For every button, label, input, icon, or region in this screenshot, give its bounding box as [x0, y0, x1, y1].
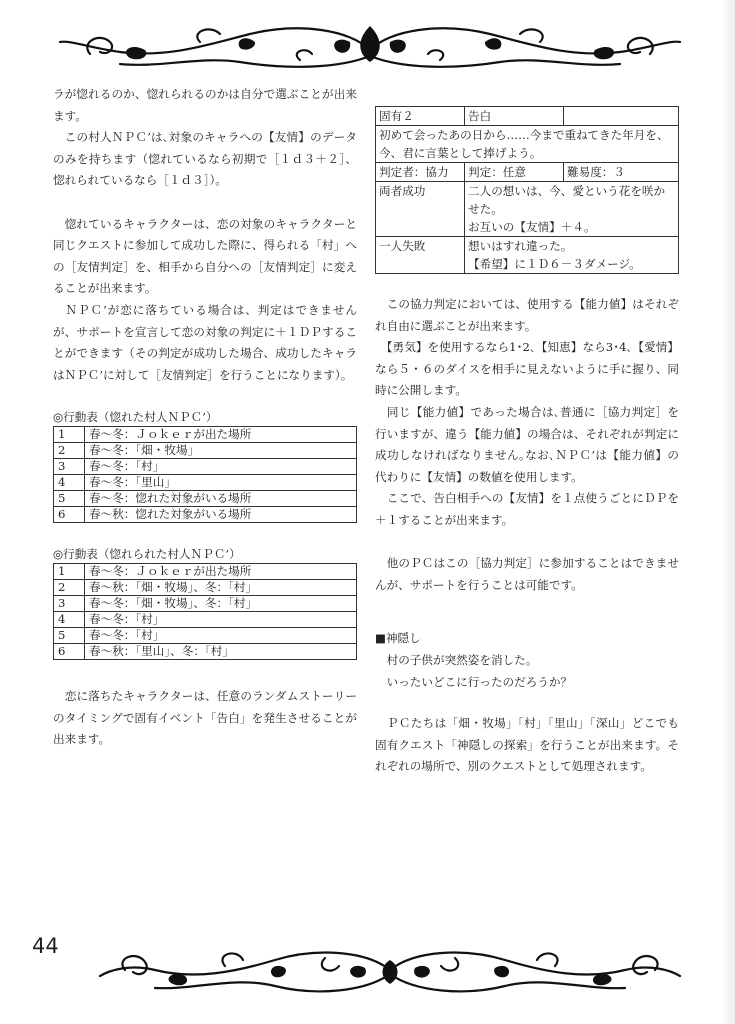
table-row: 4 春〜冬：｢里山｣ [54, 474, 357, 490]
action-table-2-title: ◎行動表（惚れられた村人ＮＰＣ’） [53, 546, 241, 561]
event-judge: 判定：任意 [465, 163, 564, 182]
left-paragraph-3: 惚れているキャラクターは、恋の対象のキャラクターと同じクエストに参加して成功した際に、得られる「村」への［友情判定］を、相手から自分への［友情判定］に変えることが出来ます。 [53, 216, 357, 296]
left-paragraph-5: 恋に落ちたキャラクターは、任意のランダムストーリーのタイミングで固有イベント「告白」を発生させることが出来ます。 [53, 688, 357, 747]
right-paragraph-6: ＰＣたちは「畑・牧場」「村」「里山」「深山」どこでも固有クエスト「神隠しの探索」を行うことが出来ます。それぞれの場所で、別のクエストとして処理されます。 [375, 716, 679, 774]
right-paragraph-5: 他のＰＣはこの［協力判定］に参加することはできませんが、サポートを行うことは可能です。 [375, 556, 679, 592]
action-table-1 [53, 426, 357, 523]
table-row: 4 春〜冬：｢村｣ [54, 611, 357, 627]
event-success-text: 二人の想いは、今、愛という花を咲かせた。 お互いの【友情】＋４。 [465, 182, 679, 237]
section-flavor-2: いったいどこに行ったのだろうか？ [375, 674, 573, 689]
table-row: 2 春〜秋：｢畑・牧場｣、冬：｢村｣ [54, 579, 357, 595]
event-fail-text: 想いはすれ違った。 【希望】に１Ｄ６－３ダメージ。 [465, 237, 679, 274]
section-title: ■神隠し [375, 631, 421, 646]
table-row: 6 春〜秋：｢里山｣、冬：｢村｣ [54, 643, 357, 659]
event-difficulty: 難易度：３ [564, 163, 679, 182]
action-table-2 [53, 563, 357, 660]
page-edge-shadow [721, 0, 735, 1024]
event-id: 固有２ [376, 107, 465, 126]
table-row: 3 春〜冬：｢畑・牧場｣、冬：｢村｣ [54, 595, 357, 611]
page-number: 44 [32, 934, 59, 958]
left-paragraph-2: この村人ＮＰＣ’は､対象のキャラへの【友情】のデータのみを持ちます（惚れているなら初期で［１ｄ３＋２］、惚れられているなら［１ｄ３］）。 [53, 130, 357, 188]
bottom-ornament [95, 940, 685, 1000]
left-paragraph-4: ＮＰＣ’が恋に落ちている場合は、判定はできませんが、サポートを宣言して恋の対象の判定に＋１ＤＰすることができます（その判定が成功した場合、成功したキャラはＮＰＣ’に対して［友情判定］を行うことになります）。 [53, 302, 357, 382]
event-table [375, 106, 679, 274]
table-row: 3 春〜冬：｢村｣ [54, 458, 357, 474]
top-ornament [50, 12, 690, 74]
right-paragraph-2: 【勇気】を使用するなら1･2､【知恵】なら3･4､【愛情】なら５・６のダイスを相手に見えないように手に握り、同時に公開します。 [375, 340, 679, 398]
event-fail-label: 一人失敗 [376, 237, 465, 274]
event-flavor: 初めて会ったあの日から……今まで重ねてきた年月を、今、君に言葉として捧げよう。 [376, 126, 679, 163]
table-row: 2 春〜冬：｢畑・牧場｣ [54, 442, 357, 458]
right-paragraph-4: ここで、告白相手への【友情】を１点使うごとにＤＰを＋１することが出来ます。 [375, 491, 679, 527]
right-paragraph-3: 同じ【能力値】であった場合は､普通に［協力判定］を行いますが、違う【能力値】の場合は、それぞれが判定に成功しなければなりません｡なお､ＮＰＣ’は【能力値】の代わりに【友情】の数値を使用します。 [375, 404, 679, 484]
action-table-1-title: ◎行動表（惚れた村人ＮＰＣ’） [53, 409, 218, 424]
event-judge-by: 判定者：協力 [376, 163, 465, 182]
table-row: 1 春〜冬：Ｊｏｋｅｒが出た場所 [54, 563, 357, 579]
left-column [53, 84, 357, 751]
event-success-label: 両者成功 [376, 182, 465, 237]
right-column [375, 106, 679, 778]
event-name: 告白 [465, 107, 564, 126]
table-row: 6 春〜秋：惚れた対象がいる場所 [54, 506, 357, 522]
table-row: 5 春〜冬：｢村｣ [54, 627, 357, 643]
table-row: 1 春〜冬：Ｊｏｋｅｒが出た場所 [54, 426, 357, 442]
right-paragraph-1: この協力判定においては、使用する【能力値】はそれぞれ自由に選ぶことが出来ます。 [375, 297, 679, 333]
table-row: 5 春〜冬：惚れた対象がいる場所 [54, 490, 357, 506]
left-paragraph-1: ラが惚れるのか、惚れられるのかは自分で選ぶことが出来ます。 [53, 87, 357, 123]
section-flavor-1: 村の子供が突然姿を消した。 [375, 652, 538, 667]
